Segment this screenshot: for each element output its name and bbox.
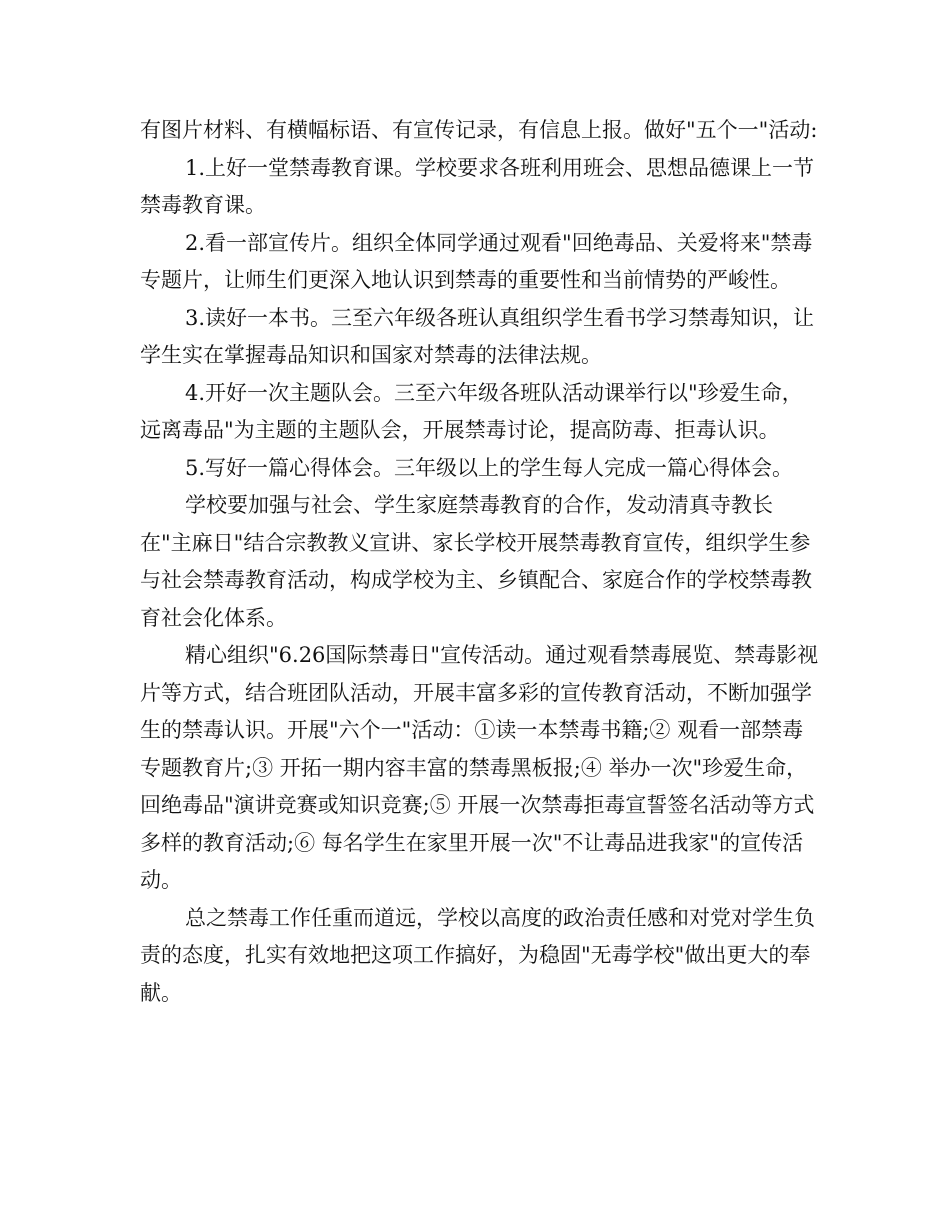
paragraph-intro: 有图片材料、有横幅标语、有宣传记录，有信息上报。做好"五个一"活动: [140, 118, 818, 142]
paragraph-anti-drug-day: 精心组织"6.26国际禁毒日"宣传活动。通过观看禁毒展览、禁毒影视片等方式，结合班团队活动，开展丰富多彩的宣传教育活动，不断加强学生的禁毒认识。开展"六个一"活动：①读一本禁毒书籍;② 观看一部禁毒专题教育片;③ 开拓一期内容丰富的禁毒黑板报;④ 举办一次"珍爱生命，回绝毒品"演讲竞赛或知识竞赛;⑤ 开展一次禁毒拒毒宣誓签名活动等方式多样的教育活动;⑥ 每名学生在家里开展一次"不让毒品进我家"的宣传活动。 [140, 643, 819, 892]
paragraph-cooperation: 学校要加强与社会、学生家庭禁毒教育的合作，发动清真寺教长在"主麻日"结合宗教教义宣讲、家长学校开展禁毒教育宣传，组织学生参与社会禁毒教育活动，构成学校为主、乡镇配合、家庭合作的学校禁毒教育社会化体系。 [140, 493, 812, 630]
paragraph-item-4: 4.开好一次主题队会。三至六年级各班队活动课举行以"珍爱生命，远离毒品"为主题的主题队会，开展禁毒讨论，提高防毒、拒毒认识。 [140, 380, 803, 442]
paragraph-item-1: 1.上好一堂禁毒教育课。学校要求各班利用班会、思想品德课上一节禁毒教育课。 [140, 155, 815, 217]
paragraph-conclusion: 总之禁毒工作任重而道远，学校以高度的政治责任感和对党对学生负责的态度，扎实有效地把这项工作搞好，为稳固"无毒学校"做出更大的奉献。 [140, 905, 815, 1005]
paragraph-item-3: 3.读好一本书。三至六年级各班认真组织学生看书学习禁毒知识，让学生实在掌握毒品知识和国家对禁毒的法律法规。 [140, 305, 815, 367]
paragraph-item-5: 5.写好一篇心得体会。三年级以上的学生每人完成一篇心得体会。 [185, 455, 794, 480]
document-body [140, 112, 820, 1012]
paragraph-item-2: 2.看一部宣传片。组织全体同学通过观看"回绝毒品、关爱将来"禁毒专题片，让师生们更深入地认识到禁毒的重要性和当前情势的严峻性。 [140, 230, 813, 292]
